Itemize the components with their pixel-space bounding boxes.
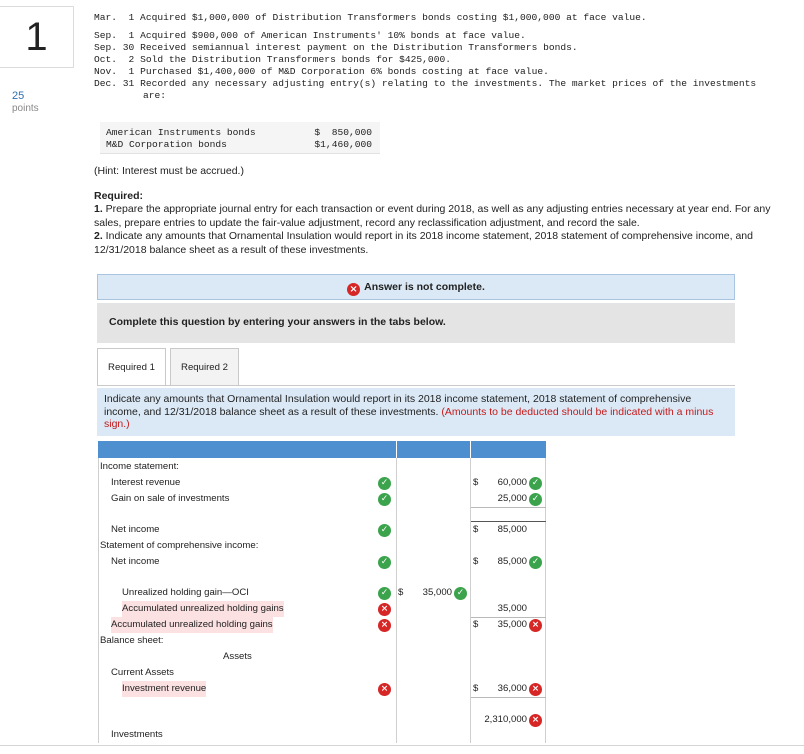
instructions-box: [97, 388, 735, 436]
section-label: Balance sheet:: [100, 635, 164, 646]
row-label[interactable]: Unrealized holding gain—OCI: [122, 587, 249, 598]
row-label[interactable]: Net income: [111, 556, 160, 567]
table-row: [98, 665, 546, 681]
error-x-icon: ×: [529, 714, 542, 727]
dollar-sign: $: [398, 587, 404, 598]
instructions-note: (Amounts to be deducted should be indicated with a minus sign.): [104, 405, 714, 431]
table-row: [98, 585, 546, 601]
amount-input[interactable]: 35,000: [497, 619, 527, 630]
row-label[interactable]: Interest revenue: [111, 477, 181, 488]
row-label[interactable]: Accumulated unrealized holding gains: [122, 601, 284, 617]
dollar-sign: $: [473, 556, 479, 567]
table-row: [98, 522, 546, 538]
table-row: [98, 712, 546, 728]
points-value: 25: [12, 90, 25, 102]
amount-input[interactable]: 36,000: [497, 683, 527, 694]
market-price-value: $1,460,000: [314, 139, 372, 150]
check-icon: ✓: [378, 587, 391, 600]
amount-input[interactable]: 85,000: [497, 524, 527, 535]
row-label[interactable]: Accumulated unrealized holding gains: [111, 617, 273, 633]
transaction-line: Oct. 2 Sold the Distribution Transformers bonds for $425,000.: [94, 54, 451, 65]
row-label[interactable]: Investment revenue: [122, 681, 206, 697]
tab-required-1[interactable]: Required 1: [97, 348, 166, 385]
row-label: Current Assets: [111, 667, 174, 678]
amount-input[interactable]: 35,000: [497, 603, 527, 614]
transaction-line: Sep. 1 Acquired $900,000 of American Instruments' 10% bonds at face value.: [94, 30, 526, 41]
error-x-icon: ×: [378, 603, 391, 616]
table-row: [98, 681, 546, 697]
required-item-number: 1.: [94, 203, 103, 216]
row-label[interactable]: Gain on sale of investments: [111, 493, 230, 504]
error-x-icon: ×: [529, 619, 542, 632]
check-icon: ✓: [529, 477, 542, 490]
amount-input[interactable]: 85,000: [497, 556, 527, 567]
table-row: [98, 538, 546, 554]
complete-prompt: Complete this question by entering your answers in the tabs below.: [97, 303, 735, 343]
tab-required-2[interactable]: Required 2: [170, 348, 239, 385]
error-x-icon: ×: [347, 283, 360, 296]
table-row: [98, 475, 546, 491]
check-icon: ✓: [529, 493, 542, 506]
error-x-icon: ×: [378, 683, 391, 696]
table-row: [98, 727, 546, 743]
transaction-line: Nov. 1 Purchased $1,400,000 of M&D Corporation 6% bonds costing at face value.: [94, 66, 549, 77]
required-item-text: Indicate any amounts that Ornamental Insulation would report in its 2018 income statement, 2018 statement of comprehensive income, and 12/31/2018 balance sheet as a result of these investments.: [94, 230, 753, 256]
amount-input[interactable]: 35,000: [422, 587, 452, 598]
check-icon: ✓: [378, 524, 391, 537]
hint-text: (Hint: Interest must be accrued.): [94, 165, 244, 177]
check-icon: ✓: [378, 477, 391, 490]
table-header: [98, 441, 546, 458]
required-item-text: Prepare the appropriate journal entry for each transaction or event during 2018, as well as any adjusting entries necessary at year end. For any sales, prepare entries to update the fair-value adjustment, record any reclassification adjustment, and record the sale.: [94, 203, 771, 229]
row-label[interactable]: Net income: [111, 524, 160, 535]
amount-input[interactable]: 25,000: [497, 493, 527, 504]
market-price-name: American Instruments bonds: [106, 127, 256, 138]
amount-input[interactable]: 2,310,000: [484, 714, 527, 725]
answer-status-text: Answer is not complete.: [364, 281, 485, 293]
table-row: [98, 554, 546, 570]
table-row: [98, 459, 546, 475]
question-number: 1: [0, 6, 74, 68]
dollar-sign: $: [473, 477, 479, 488]
transaction-line: Sep. 30 Received semiannual interest payment on the Distribution Transformers bonds.: [94, 42, 578, 53]
dollar-sign: $: [473, 524, 479, 535]
table-row: [98, 633, 546, 649]
tab-divider: [97, 385, 735, 386]
row-label: Assets: [223, 651, 252, 662]
answer-table: [98, 441, 546, 743]
cut-off-transaction-line: Mar. 1 Acquired $1,000,000 of Distribution Transformers bonds costing $1,000,000 at face value.: [94, 12, 647, 23]
row-label[interactable]: Investments: [111, 729, 163, 740]
dollar-sign: $: [473, 619, 479, 630]
table-row: [98, 617, 546, 633]
check-icon: ✓: [378, 556, 391, 569]
amount-input[interactable]: 60,000: [497, 477, 527, 488]
transaction-line: are:: [143, 90, 167, 101]
error-x-icon: ×: [378, 619, 391, 632]
section-label: Income statement:: [100, 461, 179, 472]
check-icon: ✓: [454, 587, 467, 600]
required-section: [94, 190, 790, 257]
market-price-value: $ 850,000: [314, 127, 372, 138]
points-block: [12, 90, 39, 114]
required-heading: Required:: [94, 190, 144, 202]
points-label: points: [12, 103, 39, 114]
required-item-number: 2.: [94, 230, 103, 243]
market-prices-table: [100, 122, 380, 154]
check-icon: ✓: [529, 556, 542, 569]
check-icon: ✓: [378, 493, 391, 506]
page-bottom-divider: [0, 745, 804, 746]
market-price-name: M&D Corporation bonds: [106, 139, 227, 150]
table-row: [98, 601, 546, 617]
error-x-icon: ×: [529, 683, 542, 696]
table-row: [98, 649, 546, 665]
answer-status-banner: [97, 274, 735, 300]
dollar-sign: $: [473, 683, 479, 694]
section-label: Statement of comprehensive income:: [100, 540, 259, 551]
table-row: [98, 491, 546, 507]
instructions-text: Indicate any amounts that Ornamental Insulation would report in its 2018 income statement, 2018 statement of comprehensive income, and 12/31/2018 balance sheet as a result of these investments.: [104, 393, 692, 418]
transaction-line: Dec. 31 Recorded any necessary adjusting entry(s) relating to the investments. The market prices of the investments: [94, 78, 757, 89]
